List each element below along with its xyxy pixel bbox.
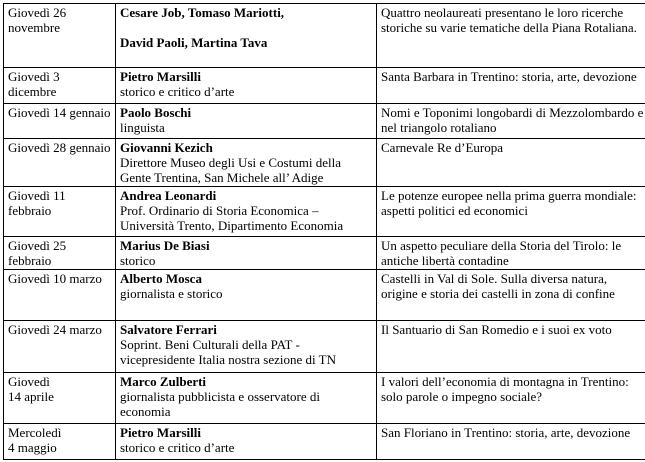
- date-weekday: Mercoledì: [8, 425, 62, 440]
- topic-cell: San Floriano in Trentino: storia, arte, devozione: [377, 424, 645, 460]
- speaker-cell: [116, 4, 377, 68]
- date-cell: Giovedì 11 febbraio: [4, 187, 116, 237]
- speaker-name: Pietro Marsilli: [120, 425, 201, 440]
- topic-cell: Quattro neolaureati presentano le loro ricerche storiche su varie tematiche della Piana Rotaliana.: [377, 4, 645, 68]
- speaker-name-continued: David Paoli, Martina Tava: [120, 35, 268, 50]
- topic-cell: Carnevale Re d’Europa: [377, 139, 645, 187]
- table-row: [4, 321, 645, 373]
- speaker-cell: [116, 373, 377, 424]
- speaker-name: Pietro Marsilli: [120, 69, 201, 84]
- table-row: [4, 373, 645, 424]
- speaker-role: storico e critico d’arte: [120, 84, 235, 99]
- date-day: 14 aprile: [8, 389, 54, 404]
- date-cell: Giovedì 24 marzo: [4, 321, 116, 373]
- topic-cell: Santa Barbara in Trentino: storia, arte, devozione: [377, 68, 645, 104]
- date-day: 4 maggio: [8, 440, 57, 455]
- blank-line: [120, 20, 372, 35]
- date-cell: [4, 424, 116, 460]
- date-cell: Giovedì 26 novembre: [4, 4, 116, 68]
- topic-cell: I valori dell’economia di montagna in Trentino: solo parole o impegno sociale?: [377, 373, 645, 424]
- date-cell: [4, 373, 116, 424]
- table-row: [4, 187, 645, 237]
- speaker-role: storico: [120, 253, 156, 268]
- speaker-cell: [116, 270, 377, 321]
- topic-cell: Le potenze europee nella prima guerra mondiale: aspetti politici ed economici: [377, 187, 645, 237]
- date-cell: Giovedì 14 gennaio: [4, 104, 116, 139]
- speaker-name: Paolo Boschi: [120, 105, 192, 120]
- topic-cell: Nomi e Toponimi longobardi di Mezzolombardo e nel triangolo rotaliano: [377, 104, 645, 139]
- table-row: [4, 270, 645, 321]
- speaker-cell: [116, 139, 377, 187]
- topic-cell: Il Santuario di San Romedio e i suoi ex voto: [377, 321, 645, 373]
- topic-cell: Castelli in Val di Sole. Sulla diversa natura, origine e storia dei castelli in zona di confine: [377, 270, 645, 321]
- speaker-role: Soprint. Beni Culturali della PAT - vicepresidente Italia nostra sezione di TN: [120, 337, 336, 367]
- date-cell: Giovedì 28 gennaio: [4, 139, 116, 187]
- speaker-role: Direttore Museo degli Usi e Costumi della Gente Trentina, San Michele all’ Adige: [120, 155, 341, 185]
- conference-schedule-table: [3, 3, 645, 460]
- date-cell: Giovedì 25 febbraio: [4, 237, 116, 270]
- speaker-cell: [116, 104, 377, 139]
- speaker-role: giornalista e storico: [120, 286, 223, 301]
- table-row: [4, 4, 645, 68]
- speaker-name: Marco Zulberti: [120, 374, 207, 389]
- table-row: [4, 68, 645, 104]
- table-row: [4, 139, 645, 187]
- speaker-role: storico e critico d’arte: [120, 440, 235, 455]
- table-row: [4, 104, 645, 139]
- speaker-role: linguista: [120, 120, 165, 135]
- date-cell: Giovedì 3 dicembre: [4, 68, 116, 104]
- speaker-cell: [116, 68, 377, 104]
- speaker-cell: [116, 424, 377, 460]
- speaker-name: Giovanni Kezich: [120, 140, 213, 155]
- speaker-role: Prof. Ordinario di Storia Economica – Università Trento, Dipartimento Economia: [120, 203, 344, 233]
- speaker-name: Cesare Job, Tomaso Mariotti,: [120, 5, 285, 20]
- speaker-cell: [116, 187, 377, 237]
- speaker-name: Salvatore Ferrari: [120, 322, 217, 337]
- date-weekday: Giovedì: [8, 374, 50, 389]
- speaker-cell: [116, 321, 377, 373]
- table-row: [4, 237, 645, 270]
- speaker-role: giornalista pubblicista e osservatore di economia: [120, 389, 321, 419]
- topic-cell: Un aspetto peculiare della Storia del Tirolo: le antiche libertà contadine: [377, 237, 645, 270]
- speaker-name: Andrea Leonardi: [120, 188, 217, 203]
- speaker-cell: [116, 237, 377, 270]
- speaker-name: Marius De Biasi: [120, 238, 210, 253]
- speaker-name: Alberto Mosca: [120, 271, 202, 286]
- table-row: [4, 424, 645, 460]
- date-cell: Giovedì 10 marzo: [4, 270, 116, 321]
